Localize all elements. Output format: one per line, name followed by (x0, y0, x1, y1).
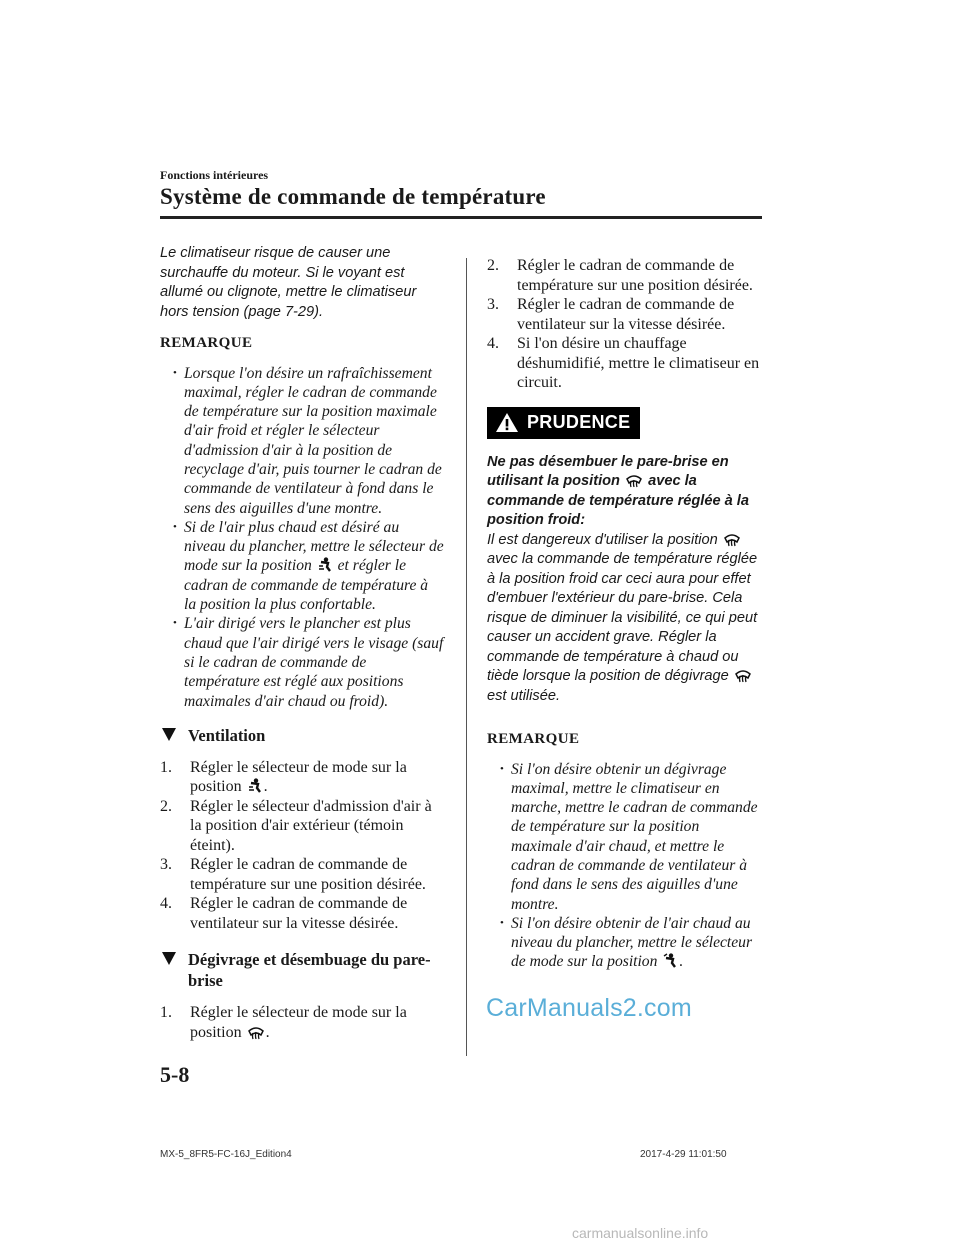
note-item-text: et régler le cadran de commande de température à la position la plus confortable. (184, 557, 429, 614)
left-column (160, 244, 444, 1042)
section-label: Fonctions intérieures (160, 168, 269, 182)
step-number: 1. (160, 1004, 172, 1022)
triangle-marker-icon (162, 952, 176, 965)
step-number: 4. (487, 335, 499, 352)
step-item: 1. Régler le sélecteur de mode sur la position . (160, 1004, 407, 1041)
warning-triangle-icon (495, 412, 519, 433)
caution-bold-part: avec la commande de température réglée à la position froid: (487, 473, 749, 528)
mode-floor-icon (318, 557, 332, 573)
right-column (487, 256, 763, 972)
step-item (160, 855, 444, 894)
note-item-text: Si de l'air plus chaud est désiré au niveau du plancher, mettre le sélecteur de mode sur la position (184, 518, 444, 575)
note-item-text: Si l'on désire obtenir un dégivrage maximal, mettre le climatiseur en marche, mettre le cadran de commande de température sur la position maximale d'air chaud, et mettre le cadran de commande de ventilateur à fond dans le sens des aiguilles d'une montre. (511, 760, 758, 913)
ventilation-heading (160, 725, 444, 746)
step-number: 2. (160, 797, 172, 815)
defrost-heading (160, 949, 444, 991)
defrost-icon (724, 533, 740, 547)
step-text: Si l'on désire un chauffage déshumidifié, mettre le climatiseur en circuit. (517, 335, 760, 391)
step-text: Régler le cadran de commande de température sur une position désirée. (190, 856, 426, 893)
note-heading: REMARQUE (160, 335, 253, 351)
step-text: Régler le sélecteur de mode sur la position (190, 758, 407, 796)
note-item (160, 614, 444, 710)
step-item (487, 295, 763, 334)
note-item: • Si l'on désire obtenir de l'air chaud au niveau du plancher, mettre le sélecteur de mode sur la position . (487, 914, 763, 972)
defrost-steps-continued (487, 256, 763, 393)
note-item (160, 364, 444, 518)
step-text: Régler le sélecteur de mode sur la position (190, 1004, 407, 1041)
caution-body-text (487, 531, 763, 707)
note-item (160, 518, 444, 614)
note-heading: REMARQUE (487, 731, 580, 747)
defrost-icon (248, 1026, 264, 1040)
footer-edition: MX-5_8FR5-FC-16J_Edition4 (160, 1149, 292, 1160)
note-list (487, 760, 763, 972)
bottom-watermark: carmanualsonline.info (572, 1225, 709, 1241)
note-list (160, 364, 444, 711)
note-item-text: Lorsque l'on désire un rafraîchissement maximal, régler le cadran de commande de température sur la position maximale d'air froid et régler le sélecteur d'admission d'air à la position de recyclage d'air, puis tourner le cadran de commande de ventilateur à fond dans le sens des aiguilles d'une montre. (184, 364, 442, 517)
caution-text-part: avec la commande de température réglée à la position froid car ceci aura pour effet d'embuer l'extérieur du pare-brise. Cela risque de diminuer la visibilité, ce qui peut causer un accident grave. Régler la commande de température à chaud ou tiède lorsque la position de dégivrage (487, 551, 758, 684)
note-item-text: Si l'on désire obtenir de l'air chaud au niveau du plancher, mettre le sélecteur de mode sur la position (511, 914, 753, 971)
step-number: 4. (160, 895, 172, 913)
step-text: Régler le cadran de commande de ventilateur sur la vitesse désirée. (190, 895, 408, 932)
ventilation-steps (160, 758, 444, 934)
caution-text-part: Il est dangereux d'utiliser la position (487, 531, 718, 548)
defrost-icon (735, 669, 751, 683)
caution-bold-text (487, 453, 763, 531)
step-item (160, 894, 444, 933)
note-item (487, 760, 763, 914)
mode-floor-defrost-icon (663, 953, 677, 969)
caution-bold-part: Ne pas désembuer le pare-brise en utilisant la position (487, 453, 729, 489)
step-item (487, 256, 763, 295)
watermark-logo: CarManuals2.com (486, 994, 692, 1022)
page-number: 5-8 (160, 1062, 190, 1087)
caution-banner (487, 407, 640, 439)
mode-floor-icon (248, 778, 262, 794)
defrost-icon (626, 474, 642, 488)
caution-text-part: est utilisée. (487, 687, 561, 704)
page-title: Système de commande de température (160, 184, 546, 209)
step-number: 3. (487, 296, 499, 313)
step-text: Régler le cadran de commande de température sur une position désirée. (517, 257, 753, 294)
step-text: Régler le sélecteur d'admission d'air à la position d'air extérieur (témoin éteint). (190, 797, 432, 854)
note-item-text: L'air dirigé vers le plancher est plus chaud que l'air dirigé vers le visage (sauf si le cadran de commande de température est réglé aux positions maximales d'air chaud ou froid). (184, 615, 444, 710)
title-rule (160, 216, 762, 219)
ventilation-heading-text: Ventilation (188, 725, 266, 745)
footer-timestamp: 2017-4-29 11:01:50 (640, 1149, 727, 1160)
column-divider (466, 258, 467, 1056)
defrost-steps (160, 1003, 444, 1042)
step-item (487, 334, 763, 393)
step-number: 2. (487, 257, 499, 274)
triangle-marker-icon (162, 728, 176, 741)
step-number: 3. (160, 856, 172, 874)
step-text: Régler le cadran de commande de ventilateur sur la vitesse désirée. (517, 296, 735, 333)
intro-warning-text: Le climatiseur risque de causer une surchauffe du moteur. Si le voyant est allumé ou clignote, mettre le climatiseur hors tension (page 7-29). (160, 245, 417, 320)
caution-label: PRUDENCE (527, 411, 631, 432)
step-item: 1. Régler le sélecteur de mode sur la position . (160, 758, 407, 796)
step-item (160, 797, 444, 856)
defrost-heading-text: Dégivrage et désembuage du pare-brise (188, 950, 431, 991)
step-number: 1. (160, 758, 172, 776)
